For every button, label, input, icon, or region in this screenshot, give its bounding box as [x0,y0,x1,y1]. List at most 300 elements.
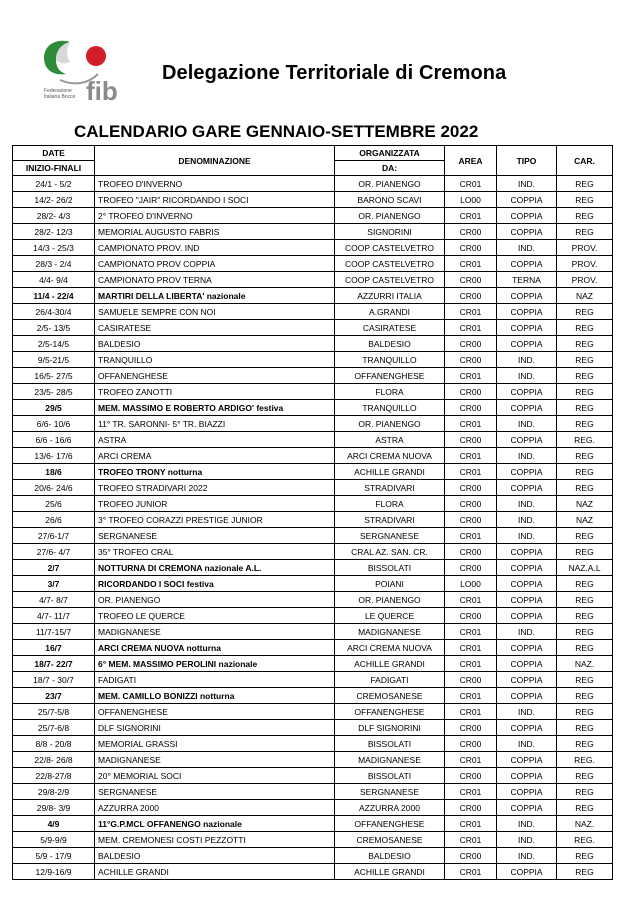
cell-area: CR01 [445,256,497,272]
cell-area: CR00 [445,768,497,784]
cell-denominazione: MARTIRI DELLA LIBERTA' nazionale [95,288,335,304]
cell-organizzata: FLORA [335,384,445,400]
cell-tipo: IND. [497,704,557,720]
cell-date: 23/7 [13,688,95,704]
cell-area: CR00 [445,800,497,816]
cell-area: CR00 [445,272,497,288]
table-row [13,576,613,592]
cell-denominazione: SAMUELE SEMPRE CON NOI [95,304,335,320]
header-area: AREA [445,146,497,176]
cell-tipo: IND. [497,512,557,528]
cell-date: 13/6- 17/6 [13,448,95,464]
cell-area: CR00 [445,608,497,624]
cell-car: REG [557,672,613,688]
cell-organizzata: STRADIVARI [335,480,445,496]
cell-car: REG [557,304,613,320]
svg-text:fib: fib [86,76,118,106]
table-row [13,336,613,352]
cell-organizzata: TRANQUILLO [335,352,445,368]
cell-organizzata: BISSOLATI [335,560,445,576]
cell-tipo: COPPIA [497,432,557,448]
cell-organizzata: OR. PIANENGO [335,176,445,192]
cell-organizzata: ARCI CREMA NUOVA [335,640,445,656]
table-row [13,320,613,336]
cell-denominazione: CAMPIONATO PROV. IND [95,240,335,256]
cell-organizzata: OR. PIANENGO [335,416,445,432]
cell-organizzata: OFFANENGHESE [335,704,445,720]
cell-area: CR01 [445,416,497,432]
cell-area: CR00 [445,288,497,304]
cell-tipo: COPPIA [497,384,557,400]
cell-organizzata: COOP CASTELVETRO [335,256,445,272]
table-row [13,464,613,480]
cell-organizzata: SERGNANESE [335,784,445,800]
table-row [13,768,613,784]
cell-denominazione: TROFEO "JAIR" RICORDANDO I SOCI [95,192,335,208]
cell-denominazione: 6° MEM. MASSIMO PEROLINI nazionale [95,656,335,672]
cell-tipo: IND. [497,416,557,432]
table-row [13,800,613,816]
header-date: DATE [13,146,95,161]
cell-tipo: IND. [497,528,557,544]
cell-area: CR00 [445,720,497,736]
svg-text:Italiana Bocce: Italiana Bocce [44,94,76,100]
cell-car: REG [557,448,613,464]
calendar-table [12,145,613,880]
cell-organizzata: OR. PIANENGO [335,208,445,224]
cell-organizzata: ACHILLE GRANDI [335,464,445,480]
table-row [13,864,613,880]
cell-area: CR01 [445,304,497,320]
cell-date: 27/6- 4/7 [13,544,95,560]
cell-denominazione: MADIGNANESE [95,624,335,640]
cell-area: CR01 [445,816,497,832]
cell-area: CR00 [445,336,497,352]
cell-tipo: COPPIA [497,784,557,800]
cell-car: REG. [557,832,613,848]
cell-denominazione: ACHILLE GRANDI [95,864,335,880]
cell-area: CR01 [445,368,497,384]
cell-date: 8/8 - 20/8 [13,736,95,752]
cell-organizzata: MADIGNANESE [335,752,445,768]
cell-car: REG [557,848,613,864]
cell-car: NAZ [557,512,613,528]
cell-car: REG [557,576,613,592]
cell-area: CR01 [445,752,497,768]
cell-date: 18/6 [13,464,95,480]
header-inizio-finali: INIZIO-FINALI [13,161,95,176]
cell-tipo: COPPIA [497,336,557,352]
cell-date: 4/4- 9/4 [13,272,95,288]
cell-date: 2/5-14/5 [13,336,95,352]
table-row [13,672,613,688]
cell-area: CR00 [445,240,497,256]
cell-denominazione: 20° MEMORIAL SOCI [95,768,335,784]
cell-tipo: IND. [497,816,557,832]
cell-organizzata: A.GRANDI [335,304,445,320]
table-row [13,784,613,800]
cell-organizzata: DLF SIGNORINI [335,720,445,736]
cell-car: REG. [557,752,613,768]
table-row [13,736,613,752]
cell-date: 25/7-6/8 [13,720,95,736]
cell-denominazione: 11° TR. SARONNI- 5° TR. BIAZZI [95,416,335,432]
table-row [13,752,613,768]
cell-date: 23/5- 28/5 [13,384,95,400]
cell-organizzata: SIGNORINI [335,224,445,240]
table-row [13,688,613,704]
cell-date: 24/1 - 5/2 [13,176,95,192]
cell-area: CR01 [445,208,497,224]
cell-date: 2/7 [13,560,95,576]
cell-date: 3/7 [13,576,95,592]
cell-tipo: COPPIA [497,640,557,656]
cell-date: 14/2- 26/2 [13,192,95,208]
cell-organizzata: ACHILLE GRANDI [335,656,445,672]
cell-organizzata: ARCI CREMA NUOVA [335,448,445,464]
cell-tipo: IND. [497,368,557,384]
cell-date: 4/7- 11/7 [13,608,95,624]
table-row [13,304,613,320]
cell-car: REG [557,784,613,800]
cell-organizzata: OR. PIANENGO [335,592,445,608]
cell-area: CR00 [445,384,497,400]
table-row [13,208,613,224]
cell-car: REG [557,480,613,496]
cell-organizzata: BALDESIO [335,848,445,864]
cell-area: CR00 [445,560,497,576]
cell-area: CR01 [445,640,497,656]
cell-denominazione: MADIGNANESE [95,752,335,768]
cell-car: PROV. [557,240,613,256]
table-row [13,832,613,848]
cell-car: REG [557,224,613,240]
table-row [13,560,613,576]
cell-car: REG [557,416,613,432]
cell-area: CR01 [445,624,497,640]
cell-date: 14/3 - 25/3 [13,240,95,256]
cell-denominazione: TRANQUILLO [95,352,335,368]
cell-organizzata: MADIGNANESE [335,624,445,640]
cell-date: 4/7- 8/7 [13,592,95,608]
cell-organizzata: FLORA [335,496,445,512]
cell-date: 22/8-27/8 [13,768,95,784]
cell-tipo: COPPIA [497,864,557,880]
cell-tipo: COPPIA [497,576,557,592]
cell-area: CR00 [445,400,497,416]
cell-organizzata: AZZURRA 2000 [335,800,445,816]
cell-area: LO00 [445,192,497,208]
table-row [13,288,613,304]
table-row [13,368,613,384]
cell-date: 29/5 [13,400,95,416]
cell-tipo: IND. [497,496,557,512]
cell-car: REG [557,704,613,720]
cell-denominazione: MEM. CREMONESI COSTI PEZZOTTI [95,832,335,848]
cell-tipo: IND. [497,352,557,368]
svg-text:Federazione: Federazione [44,88,72,94]
header-organizzata: ORGANIZZATA [335,146,445,161]
cell-area: CR01 [445,688,497,704]
cell-car: REG [557,640,613,656]
cell-denominazione: DLF SIGNORINI [95,720,335,736]
cell-organizzata: CREMOSANESE [335,832,445,848]
cell-organizzata: CREMOSANESE [335,688,445,704]
table-row [13,512,613,528]
cell-denominazione: TROFEO ZANOTTI [95,384,335,400]
cell-date: 11/4 - 22/4 [13,288,95,304]
cell-denominazione: 35° TROFEO CRAL [95,544,335,560]
cell-car: PROV. [557,272,613,288]
cell-denominazione: TROFEO STRADIVARI 2022 [95,480,335,496]
cell-tipo: COPPIA [497,224,557,240]
cell-car: REG [557,608,613,624]
cell-area: CR01 [445,864,497,880]
cell-organizzata: POIANI [335,576,445,592]
cell-organizzata: BARONO SCAVI [335,192,445,208]
cell-tipo: IND. [497,832,557,848]
cell-car: REG [557,624,613,640]
cell-car: REG [557,800,613,816]
cell-denominazione: CASIRATESE [95,320,335,336]
cell-area: LO00 [445,576,497,592]
cell-date: 16/5- 27/5 [13,368,95,384]
cell-organizzata: AZZURRI ITALIA [335,288,445,304]
cell-tipo: IND. [497,448,557,464]
calendar-rows [13,176,613,880]
cell-car: NAZ. [557,816,613,832]
table-row [13,848,613,864]
cell-denominazione: TROFEO D'INVERNO [95,176,335,192]
cell-tipo: COPPIA [497,656,557,672]
cell-denominazione: 2° TROFEO D'INVERNO [95,208,335,224]
cell-area: CR01 [445,320,497,336]
cell-area: CR00 [445,672,497,688]
organization-title: Delegazione Territoriale di Cremona [162,62,507,84]
cell-area: CR00 [445,352,497,368]
cell-denominazione: TROFEO LE QUERCE [95,608,335,624]
cell-car: REG [557,176,613,192]
cell-car: NAZ.A.L [557,560,613,576]
fib-logo-icon [40,36,132,110]
cell-area: CR01 [445,704,497,720]
table-row [13,192,613,208]
cell-organizzata: SERGNANESE [335,528,445,544]
cell-tipo: COPPIA [497,288,557,304]
cell-date: 28/3 - 2/4 [13,256,95,272]
cell-denominazione: OR. PIANENGO [95,592,335,608]
table-row [13,176,613,192]
cell-area: CR00 [445,736,497,752]
cell-organizzata: BISSOLATI [335,768,445,784]
cell-car: REG [557,384,613,400]
table-row [13,448,613,464]
cell-tipo: COPPIA [497,464,557,480]
cell-denominazione: FADIGATI [95,672,335,688]
cell-date: 11/7-15/7 [13,624,95,640]
cell-car: REG [557,736,613,752]
cell-tipo: COPPIA [497,752,557,768]
cell-date: 28/2- 4/3 [13,208,95,224]
table-row [13,384,613,400]
cell-tipo: COPPIA [497,672,557,688]
cell-organizzata: COOP CASTELVETRO [335,272,445,288]
cell-area: CR01 [445,656,497,672]
cell-area: CR01 [445,784,497,800]
table-row [13,496,613,512]
cell-date: 2/5- 13/5 [13,320,95,336]
cell-car: REG [557,720,613,736]
table-row [13,704,613,720]
cell-car: REG [557,320,613,336]
cell-date: 29/8-2/9 [13,784,95,800]
cell-denominazione: OFFANENGHESE [95,704,335,720]
cell-tipo: COPPIA [497,800,557,816]
cell-car: REG [557,464,613,480]
cell-date: 18/7 - 30/7 [13,672,95,688]
cell-area: CR01 [445,592,497,608]
cell-tipo: COPPIA [497,400,557,416]
cell-tipo: COPPIA [497,320,557,336]
table-row [13,816,613,832]
cell-tipo: COPPIA [497,544,557,560]
cell-car: REG [557,400,613,416]
cell-tipo: COPPIA [497,256,557,272]
table-row [13,240,613,256]
fib-logo [40,36,132,110]
cell-organizzata: FADIGATI [335,672,445,688]
header-denominazione: DENOMINAZIONE [95,146,335,176]
table-row [13,592,613,608]
cell-area: CR01 [445,832,497,848]
cell-tipo: COPPIA [497,192,557,208]
cell-organizzata: OFFANENGHESE [335,368,445,384]
cell-tipo: COPPIA [497,592,557,608]
header-tipo: TIPO [497,146,557,176]
cell-denominazione: AZZURRA 2000 [95,800,335,816]
table-row [13,608,613,624]
cell-car: NAZ [557,288,613,304]
cell-denominazione: ASTRA [95,432,335,448]
cell-tipo: TERNA [497,272,557,288]
cell-denominazione: MEM. CAMILLO BONIZZI notturna [95,688,335,704]
table-row [13,432,613,448]
cell-car: REG [557,528,613,544]
table-row [13,480,613,496]
cell-denominazione: ARCI CREMA NUOVA notturna [95,640,335,656]
cell-area: CR01 [445,176,497,192]
cell-date: 9/5-21/5 [13,352,95,368]
cell-tipo: IND. [497,624,557,640]
table-row [13,256,613,272]
cell-denominazione: BALDESIO [95,336,335,352]
cell-date: 4/9 [13,816,95,832]
cell-tipo: COPPIA [497,304,557,320]
header-organizzata-da: DA: [335,161,445,176]
cell-tipo: COPPIA [497,608,557,624]
cell-organizzata: COOP CASTELVETRO [335,240,445,256]
cell-date: 18/7- 22/7 [13,656,95,672]
cell-area: CR00 [445,512,497,528]
cell-car: REG [557,592,613,608]
cell-tipo: IND. [497,176,557,192]
cell-date: 5/9 - 17/9 [13,848,95,864]
cell-organizzata: OFFANENGHESE [335,816,445,832]
table-row [13,416,613,432]
cell-denominazione: SERGNANESE [95,784,335,800]
cell-area: CR00 [445,432,497,448]
cell-denominazione: TROFEO JUNIOR [95,496,335,512]
cell-date: 12/9-16/9 [13,864,95,880]
header-car: CAR. [557,146,613,176]
cell-organizzata: CRAL AZ. SAN. CR. [335,544,445,560]
cell-denominazione: RICORDANDO I SOCI festiva [95,576,335,592]
cell-date: 28/2- 12/3 [13,224,95,240]
cell-organizzata: TRANQUILLO [335,400,445,416]
cell-date: 22/8- 26/8 [13,752,95,768]
cell-car: REG [557,864,613,880]
cell-tipo: COPPIA [497,720,557,736]
cell-date: 6/6 - 16/6 [13,432,95,448]
cell-tipo: IND. [497,240,557,256]
cell-tipo: IND. [497,848,557,864]
table-row [13,656,613,672]
cell-tipo: COPPIA [497,768,557,784]
cell-denominazione: 3° TROFEO CORAZZI PRESTIGE JUNIOR [95,512,335,528]
cell-denominazione: TROFEO TRONY notturna [95,464,335,480]
cell-car: REG [557,768,613,784]
cell-area: CR00 [445,544,497,560]
cell-organizzata: CASIRATESE [335,320,445,336]
cell-organizzata: BALDESIO [335,336,445,352]
cell-tipo: COPPIA [497,208,557,224]
cell-date: 25/6 [13,496,95,512]
cell-car: REG [557,352,613,368]
cell-date: 20/6- 24/6 [13,480,95,496]
cell-car: REG [557,192,613,208]
cell-area: CR01 [445,528,497,544]
cell-area: CR00 [445,224,497,240]
table-row [13,352,613,368]
cell-denominazione: BALDESIO [95,848,335,864]
cell-date: 26/6 [13,512,95,528]
cell-car: REG [557,368,613,384]
table-row [13,720,613,736]
table-row [13,624,613,640]
cell-tipo: IND. [497,736,557,752]
cell-organizzata: STRADIVARI [335,512,445,528]
cell-denominazione: OFFANENGHESE [95,368,335,384]
table-row [13,224,613,240]
table-row [13,528,613,544]
cell-denominazione: MEMORIAL AUGUSTO FABRIS [95,224,335,240]
cell-tipo: COPPIA [497,560,557,576]
cell-car: NAZ [557,496,613,512]
cell-denominazione: CAMPIONATO PROV TERNA [95,272,335,288]
cell-tipo: COPPIA [497,688,557,704]
cell-car: REG [557,336,613,352]
cell-organizzata: ASTRA [335,432,445,448]
calendar-title: CALENDARIO GARE GENNAIO-SETTEMBRE 2022 [74,122,479,141]
cell-denominazione: ARCI CREMA [95,448,335,464]
cell-date: 25/7-5/8 [13,704,95,720]
cell-area: CR00 [445,496,497,512]
cell-date: 6/6- 10/6 [13,416,95,432]
cell-area: CR00 [445,480,497,496]
cell-area: CR00 [445,848,497,864]
cell-car: REG [557,544,613,560]
cell-car: REG. [557,432,613,448]
